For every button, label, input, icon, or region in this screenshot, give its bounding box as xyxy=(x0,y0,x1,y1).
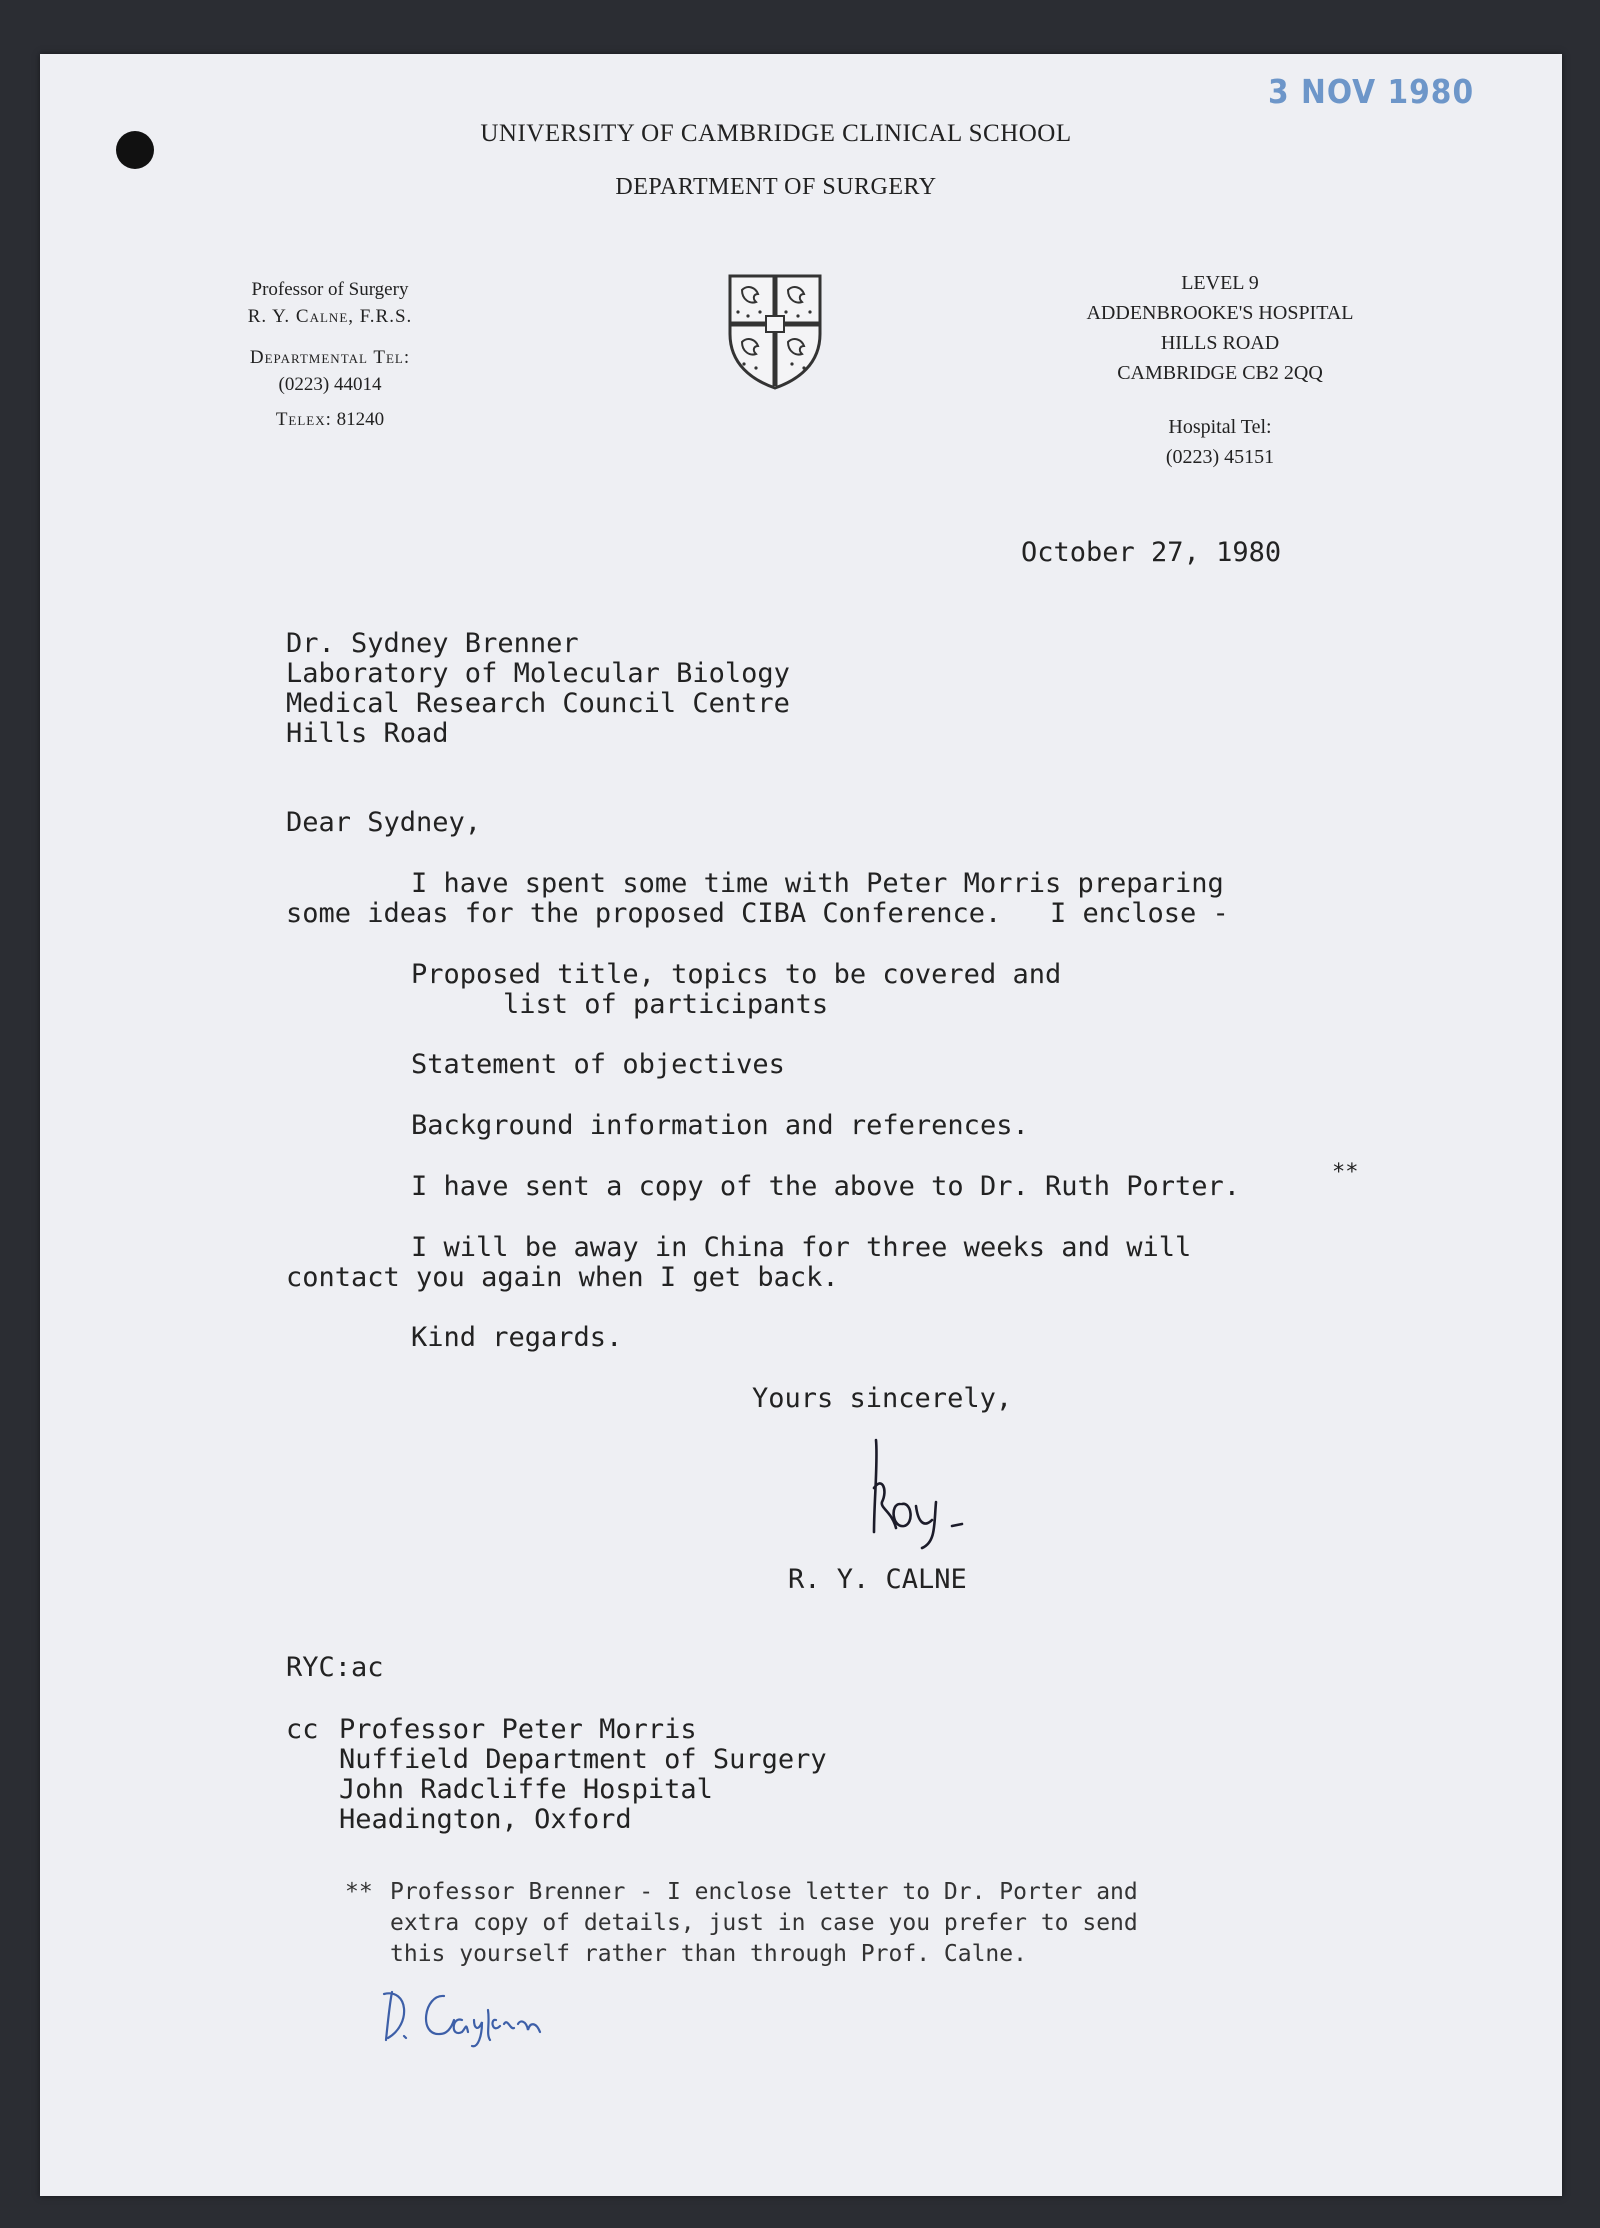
letterhead-institution: UNIVERSITY OF CAMBRIDGE CLINICAL SCHOOL xyxy=(480,120,1072,147)
address-level: LEVEL 9 xyxy=(1181,272,1259,294)
recipient-line-4: Hills Road xyxy=(286,718,449,749)
address-city: CAMBRIDGE CB2 2QQ xyxy=(1117,362,1323,384)
received-date-stamp: 3 NOV 1980 xyxy=(1268,72,1475,111)
signature-roy xyxy=(852,1432,972,1552)
recipient-line-3: Medical Research Council Centre xyxy=(286,688,790,719)
address-hospital: ADDENBROOKE'S HOSPITAL xyxy=(1086,302,1354,324)
professor-title: Professor of Surgery xyxy=(251,279,409,300)
cc-line-3: John Radcliffe Hospital xyxy=(339,1774,713,1805)
professor-name: R. Y. Calne, F.R.S. xyxy=(247,306,413,327)
salutation: Dear Sydney, xyxy=(286,807,482,838)
recipient-line-2: Laboratory of Molecular Biology xyxy=(286,658,790,689)
enclosure-1-line-1: Proposed title, topics to be covered and xyxy=(411,959,1062,990)
departmental-tel-label: Departmental Tel: xyxy=(249,347,411,368)
telex-label: Telex: xyxy=(275,409,332,430)
letter-date: October 27, 1980 xyxy=(1021,537,1282,568)
paragraph-1-line-2: some ideas for the proposed CIBA Conference. I enclose - xyxy=(286,898,1229,929)
secretary-signature xyxy=(378,1980,618,2050)
letterhead-right-block xyxy=(1050,268,1390,472)
letterhead-left-block xyxy=(230,276,430,433)
university-crest-icon xyxy=(726,272,824,390)
kind-regards: Kind regards. xyxy=(411,1322,623,1353)
enclosure-3: Background information and references. xyxy=(411,1110,1029,1141)
paragraph-3-line-2: contact you again when I get back. xyxy=(286,1262,839,1293)
paragraph-3-line-1: I will be away in China for three weeks and will xyxy=(411,1232,1192,1263)
address-road: HILLS ROAD xyxy=(1160,332,1280,354)
note-mark: ** xyxy=(345,1879,373,1905)
cc-prefix: cc xyxy=(286,1714,319,1745)
note-line-1: Professor Brenner - I enclose letter to Dr. Porter and xyxy=(390,1879,1138,1905)
recipient-line-1: Dr. Sydney Brenner xyxy=(286,628,579,659)
note-line-2: extra copy of details, just in case you prefer to send xyxy=(390,1910,1138,1936)
hospital-tel: (0223) 45151 xyxy=(1165,446,1275,468)
note-line-3: this yourself rather than through Prof. Calne. xyxy=(390,1941,1027,1967)
footnote-mark: ** xyxy=(1332,1160,1359,1185)
paragraph-1-line-1: I have spent some time with Peter Morris preparing xyxy=(411,868,1224,899)
cc-line-4: Headington, Oxford xyxy=(339,1804,632,1835)
closing: Yours sincerely, xyxy=(752,1383,1013,1414)
paragraph-2: I have sent a copy of the above to Dr. Ruth Porter. xyxy=(411,1171,1241,1202)
departmental-tel: (0223) 44014 xyxy=(278,374,382,395)
letterhead-department: DEPARTMENT OF SURGERY xyxy=(615,174,937,200)
hospital-tel-label: Hospital Tel: xyxy=(1168,416,1272,438)
reference-initials: RYC:ac xyxy=(286,1652,384,1683)
enclosure-1-line-2: list of participants xyxy=(503,989,829,1020)
signatory-name: R. Y. CALNE xyxy=(788,1564,967,1595)
cc-line-2: Nuffield Department of Surgery xyxy=(339,1744,827,1775)
enclosure-2: Statement of objectives xyxy=(411,1049,785,1080)
cc-line-1: Professor Peter Morris xyxy=(339,1714,697,1745)
telex-number: 81240 xyxy=(336,409,385,430)
